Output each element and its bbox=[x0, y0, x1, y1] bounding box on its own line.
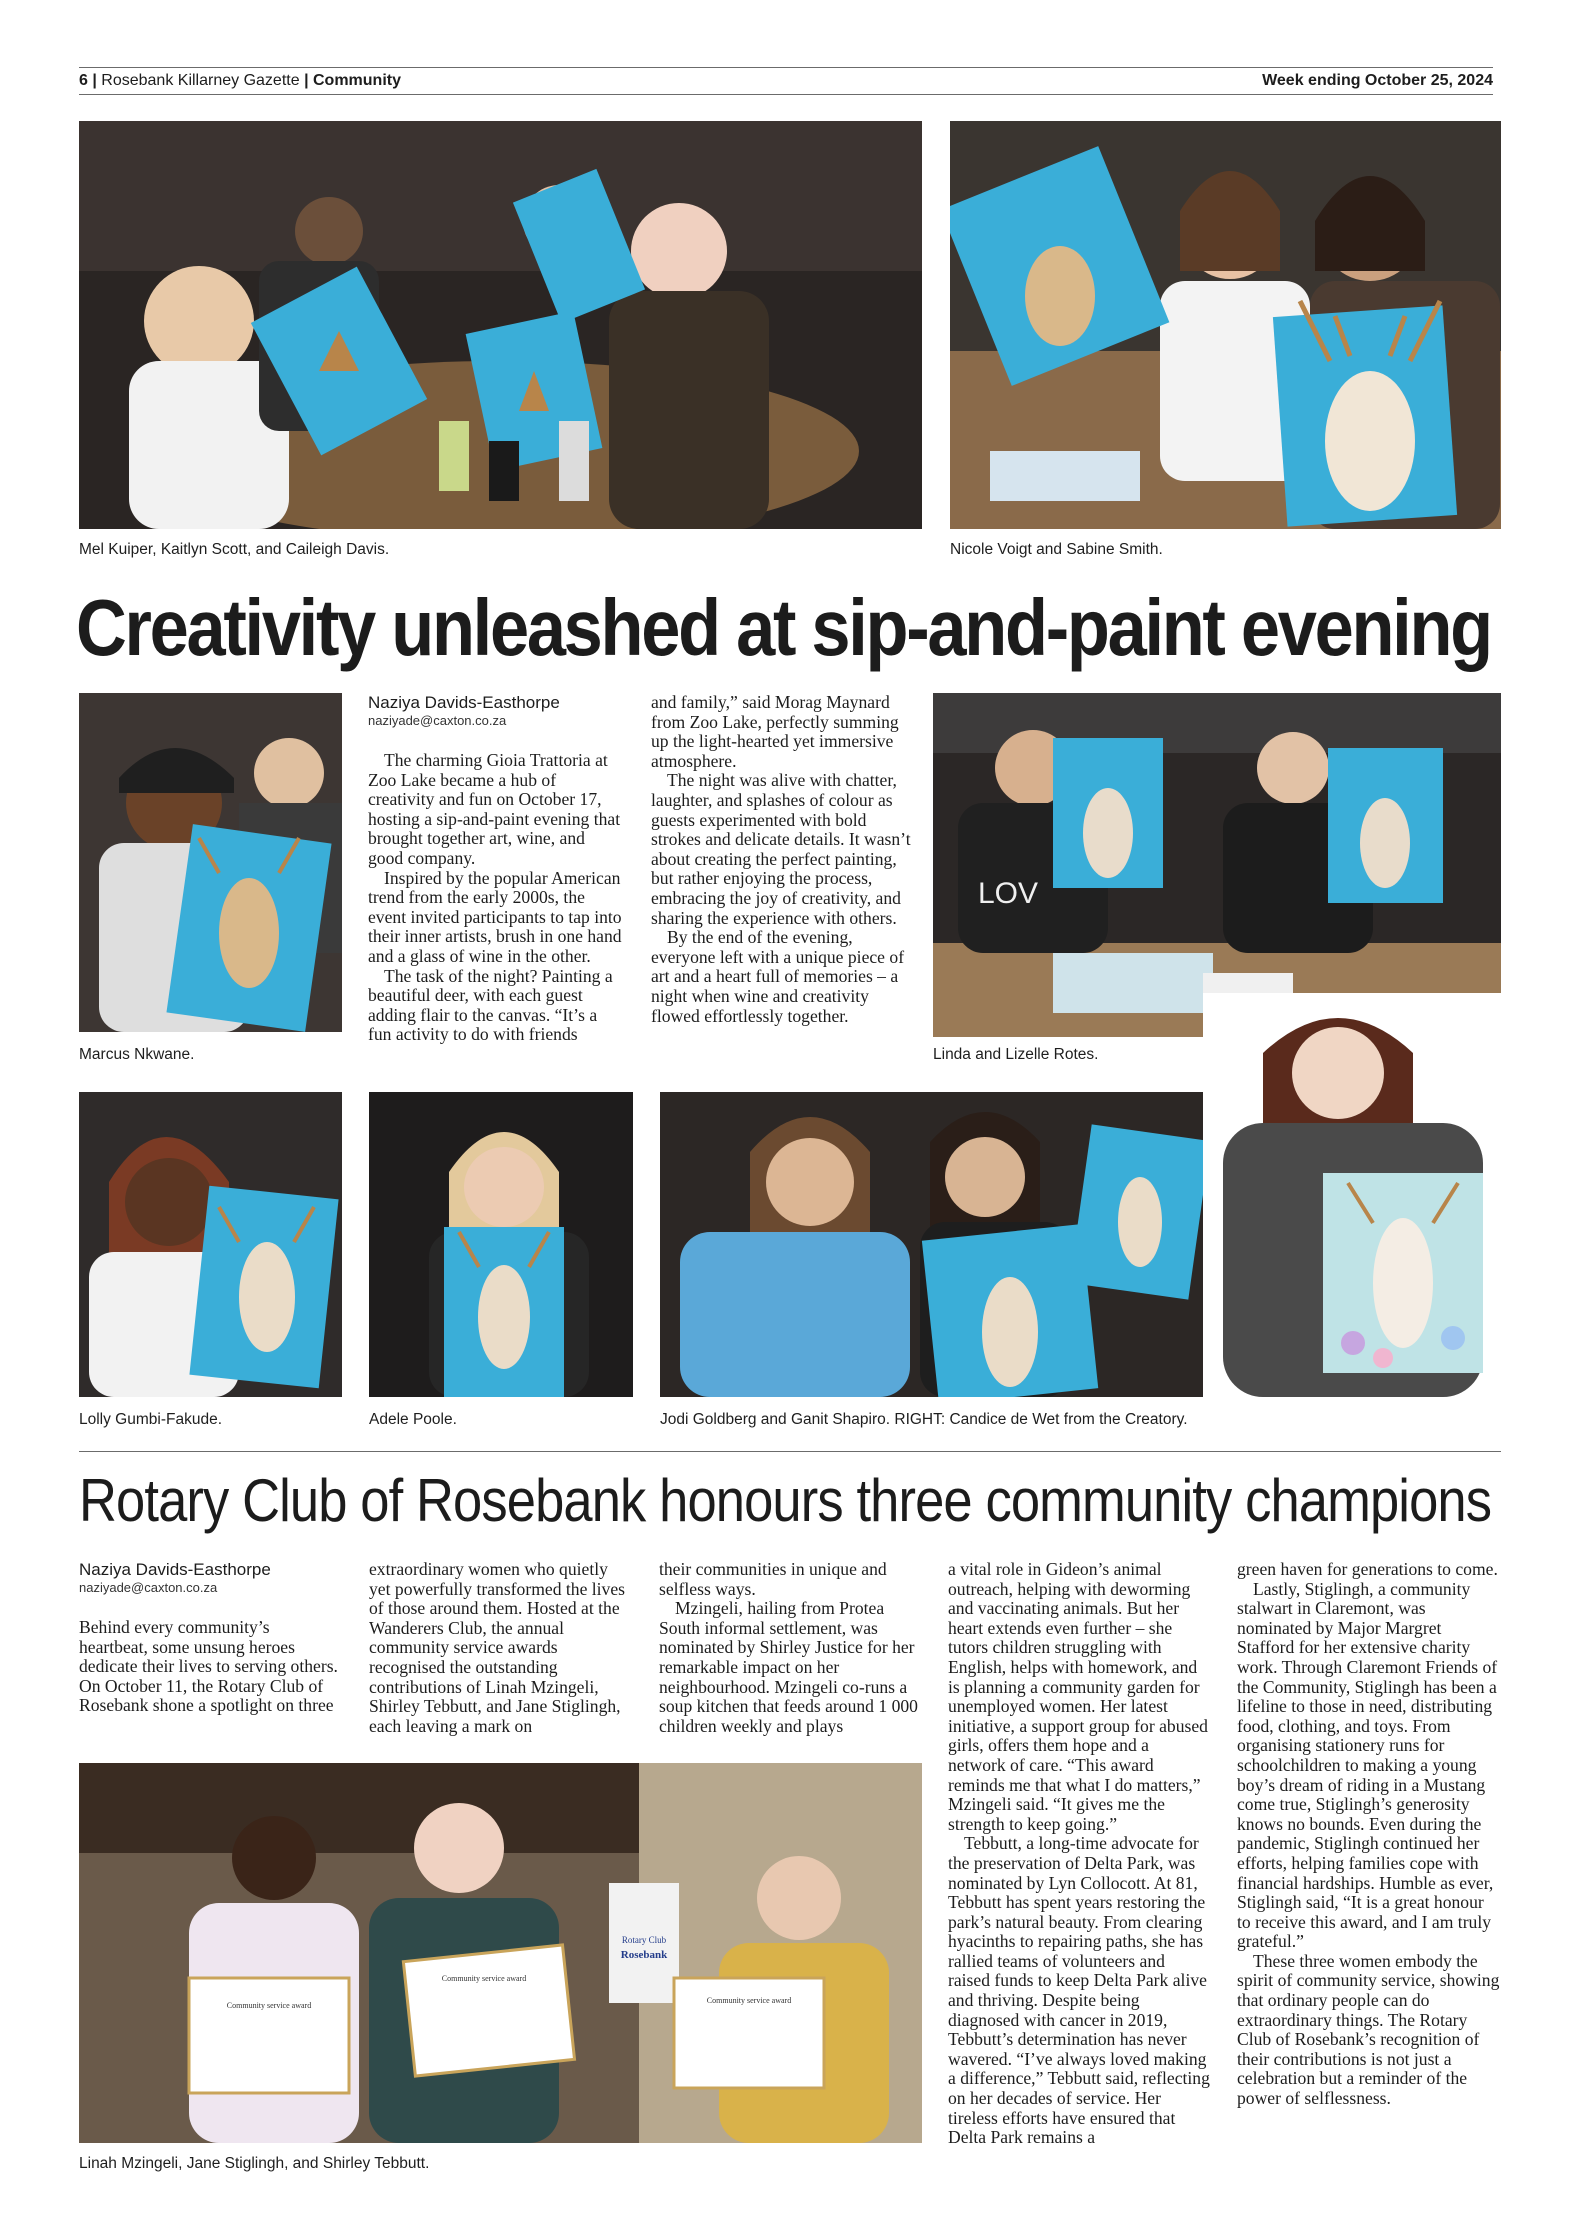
article-column bbox=[659, 1560, 921, 1736]
page-header bbox=[79, 70, 1493, 92]
photo-woman-with-floral-deer-painting bbox=[1203, 993, 1501, 1397]
paragraph: and family,” said Morag Maynard from Zoo Lake, perfectly summing up the light-hearted yet immersive atmosphere. bbox=[651, 692, 899, 771]
paragraph: extraordinary women who quietly yet powerfully transformed the lives of those around them. Hosted at the Wanderers Club, the annual community service awards recognised the outstanding contributions of Linah Mzingeli, Shirley Tebbutt, and Jane Stiglingh, each leaving a mark on bbox=[369, 1559, 626, 1736]
article-headline: Creativity unleashed at sip-and-paint evening bbox=[76, 583, 1491, 672]
paragraph: The task of the night? Painting a beautiful deer, with each guest adding flair to the canvas. “It’s a fun activity to do with friends bbox=[368, 965, 613, 1045]
paragraph: The charming Gioia Trattoria at Zoo Lake became a hub of creativity and fun on October 17, hosting a sip-and-paint evening that brought together art, wine, and good company. bbox=[368, 750, 621, 868]
paragraph: Behind every community’s heartbeat, some unsung heroes dedicate their lives to serving others. On October 11, the Rotary Club of Rosebank shone a spotlight on three bbox=[79, 1617, 338, 1716]
paragraph: By the end of the evening, everyone left with a unique piece of art and a heart full of memories – a night when wine and creativity flowed effortlessly together. bbox=[651, 927, 905, 1026]
photo-two-women-deer-paintings bbox=[660, 1092, 1243, 1397]
section-divider bbox=[79, 1451, 1501, 1452]
photo-award-recipients bbox=[79, 1763, 922, 2143]
photo-caption: Linah Mzingeli, Jane Stiglingh, and Shirley Tebbutt. bbox=[79, 2155, 430, 2172]
photo-painting-group bbox=[79, 121, 922, 529]
certificate-title: Community service award bbox=[226, 2001, 312, 2010]
page-number: 6 bbox=[79, 72, 88, 89]
separator: | bbox=[92, 72, 102, 89]
photo-woman-with-deer-painting bbox=[79, 1092, 342, 1397]
header-bottom-rule bbox=[79, 94, 1493, 95]
certificate-title: Community service award bbox=[441, 1974, 527, 1983]
photo-woman-with-deer-painting bbox=[369, 1092, 633, 1397]
photo-two-women-deer-paintings bbox=[950, 121, 1501, 529]
paragraph: a vital role in Gideon’s animal outreach, helping with deworming and vaccinating animals. But her heart extends even further – she tutors children struggling with English, helps with homework, and is planning a community garden for unemployed women. Her latest initiative, a support group for abused girls, offers them hope and a network of care. “This award reminds me that what I do matters,” Mzingeli said. “It gives me the strength to keep going.” bbox=[948, 1559, 1208, 1834]
paragraph: Mzingeli, hailing from Protea South informal settlement, was nominated by Shirley Justice for her remarkable impact on her neighbourhood. Mzingeli co-runs a soup kitchen that feeds around 1 000 children weekly and plays bbox=[659, 1598, 918, 1736]
photo-caption: Lolly Gumbi-Fakude. bbox=[79, 1411, 223, 1428]
photo-man-with-deer-painting bbox=[79, 693, 342, 1032]
issue-date: Week ending October 25, 2024 bbox=[1262, 72, 1493, 89]
paragraph: their communities in unique and selfless ways. bbox=[659, 1559, 887, 1599]
photo-caption: Adele Poole. bbox=[369, 1411, 457, 1428]
photo-two-women-deer-paintings bbox=[933, 693, 1501, 1037]
paragraph: Inspired by the popular American trend from the early 2000s, the event invited participants to tap into their inner artists, brush in one hand and a glass of wine in the other. bbox=[368, 867, 622, 966]
paragraph: green haven for generations to come. bbox=[1237, 1559, 1498, 1579]
publication-name: Rosebank Killarney Gazette bbox=[101, 72, 300, 89]
article-column bbox=[948, 1560, 1210, 2148]
banner-text: Rotary Club bbox=[621, 1935, 667, 1945]
article-column bbox=[651, 693, 913, 1026]
photo-caption: Marcus Nkwane. bbox=[79, 1046, 195, 1063]
banner-text: Rosebank bbox=[620, 1949, 668, 1961]
header-top-rule bbox=[79, 67, 1493, 68]
certificate-title: Community service award bbox=[706, 1996, 792, 2005]
article-column bbox=[1237, 1560, 1501, 2109]
author-email: naziyade@caxton.co.za bbox=[368, 713, 507, 728]
paragraph: Lastly, Stiglingh, a community stalwart in Claremont, was nominated by Major Margret Stafford for her extensive charity work. Through Claremont Friends of the Community, Stiglingh has been a lifeline to those in need, distributing food, clothing, and toys. From organising stationery runs for schoolchildren to making a young boy’s dream of riding in a Mustang come true, Stiglingh’s generosity knows no bounds. Even during the pandemic, Stiglingh continued her efforts, helping families cope with financial hardships. Humble as ever, Stiglingh said, “It is a great honour to receive this award, and I am truly grateful.” bbox=[1237, 1578, 1498, 1952]
photo-caption: Mel Kuiper, Kaitlyn Scott, and Caileigh Davis. bbox=[79, 541, 390, 558]
author-byline: Naziya Davids-Easthorpe bbox=[79, 1560, 271, 1579]
author-email: naziyade@caxton.co.za bbox=[79, 1580, 218, 1595]
paragraph: The night was alive with chatter, laughter, and splashes of colour as guests experimented with bold strokes and delicate details. It wasn’t about creating the perfect painting, but rather enjoying the process, embracing the joy of creativity, and sharing the experience with others. bbox=[651, 770, 911, 928]
article-headline: Rotary Club of Rosebank honours three community champions bbox=[79, 1467, 1492, 1534]
photo-caption: Jodi Goldberg and Ganit Shapiro. RIGHT: Candice de Wet from the Creatory. bbox=[660, 1411, 1188, 1428]
separator: | bbox=[304, 72, 313, 89]
article-column bbox=[368, 693, 624, 1045]
canvas-word: LOV bbox=[978, 877, 1039, 910]
author-byline: Naziya Davids-Easthorpe bbox=[368, 693, 560, 712]
paragraph: These three women embody the spirit of community service, showing that ordinary people can do extraordinary things. The Rotary Club of Rosebank’s recognition of their contributions is not just a celebration but a reminder of the power of selflessness. bbox=[1237, 1950, 1500, 2109]
photo-caption: Linda and Lizelle Rotes. bbox=[933, 1046, 1099, 1063]
section-name: Community bbox=[312, 72, 401, 89]
article-column bbox=[369, 1560, 631, 1736]
photo-caption: Nicole Voigt and Sabine Smith. bbox=[950, 541, 1163, 558]
article-column bbox=[79, 1560, 341, 1716]
paragraph: Tebbutt, a long-time advocate for the preservation of Delta Park, was nominated by Lyn Collocott. At 81, Tebbutt has spent years restoring the park’s natural beauty. From clearing hyacinths to repairing paths, she has rallied teams of volunteers and raised funds to keep Delta Park alive and thriving. Despite being diagnosed with cancer in 2019, Tebbutt’s determination has never wavered. “I’ve always loved making a difference,” Tebbutt said, reflecting on her decades of service. Her tireless efforts have ensured that Delta Park remains a bbox=[948, 1833, 1210, 2148]
